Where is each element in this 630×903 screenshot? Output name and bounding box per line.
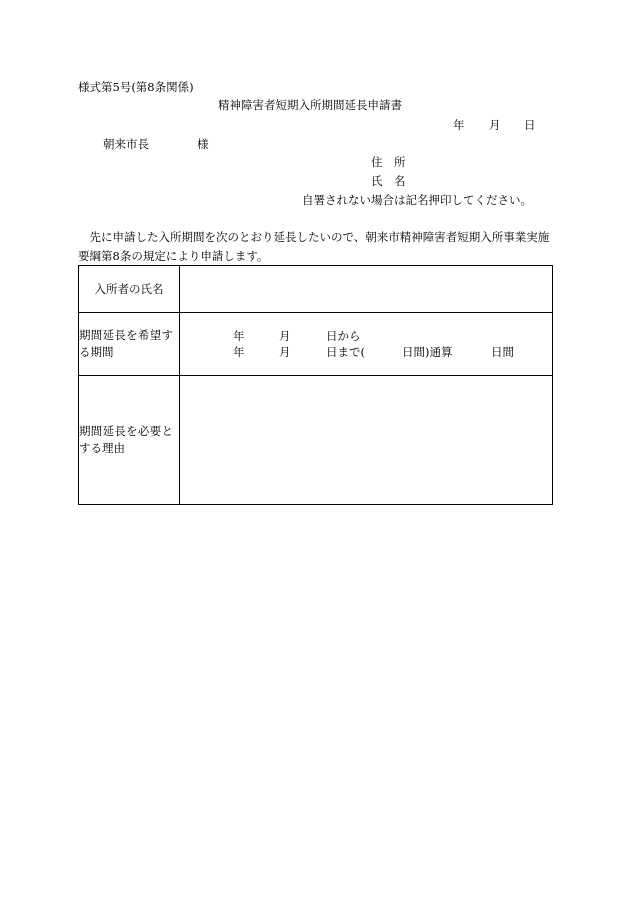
date-day: 日: [524, 118, 536, 132]
from-month: 月: [279, 329, 291, 343]
days-in-period: 日間)通算: [402, 345, 453, 359]
addressee-name: 朝来市長: [103, 137, 149, 151]
date-month: 月: [489, 118, 501, 132]
table-row: [79, 313, 553, 376]
signature-note: 自署されない場合は記名押印してください。: [302, 193, 532, 207]
application-statement: 先に申請した入所期間を次のとおり延長したいので、朝来市精神障害者短期入所事業実施要綱第8条の規定により申請します。: [78, 230, 550, 263]
to-month: 月: [279, 345, 291, 359]
application-table: [78, 265, 553, 505]
form-number: 様式第5号(第8条関係): [78, 80, 194, 94]
period-field[interactable]: [180, 313, 553, 376]
resident-name-field[interactable]: [180, 266, 553, 313]
resident-name-label: 入所者の氏名: [79, 266, 180, 313]
to-day: 日まで(: [326, 345, 365, 359]
from-year: 年: [233, 329, 245, 343]
addressee-honorific: 様: [197, 137, 209, 151]
total-days: 日間: [491, 345, 514, 359]
table-row: [79, 376, 553, 505]
address-label: 住 所: [371, 155, 406, 169]
applicant-name-label: 氏 名: [371, 174, 406, 188]
date-year: 年: [453, 118, 465, 132]
table-row: [79, 266, 553, 313]
reason-label: 期間延長を必要とする理由: [79, 376, 180, 505]
reason-field[interactable]: [180, 376, 553, 505]
to-year: 年: [233, 345, 245, 359]
period-label: 期間延長を希望する期間: [79, 313, 180, 376]
from-day: 日から: [326, 329, 361, 343]
document-title: 精神障害者短期入所期間延長申請書: [218, 98, 402, 112]
